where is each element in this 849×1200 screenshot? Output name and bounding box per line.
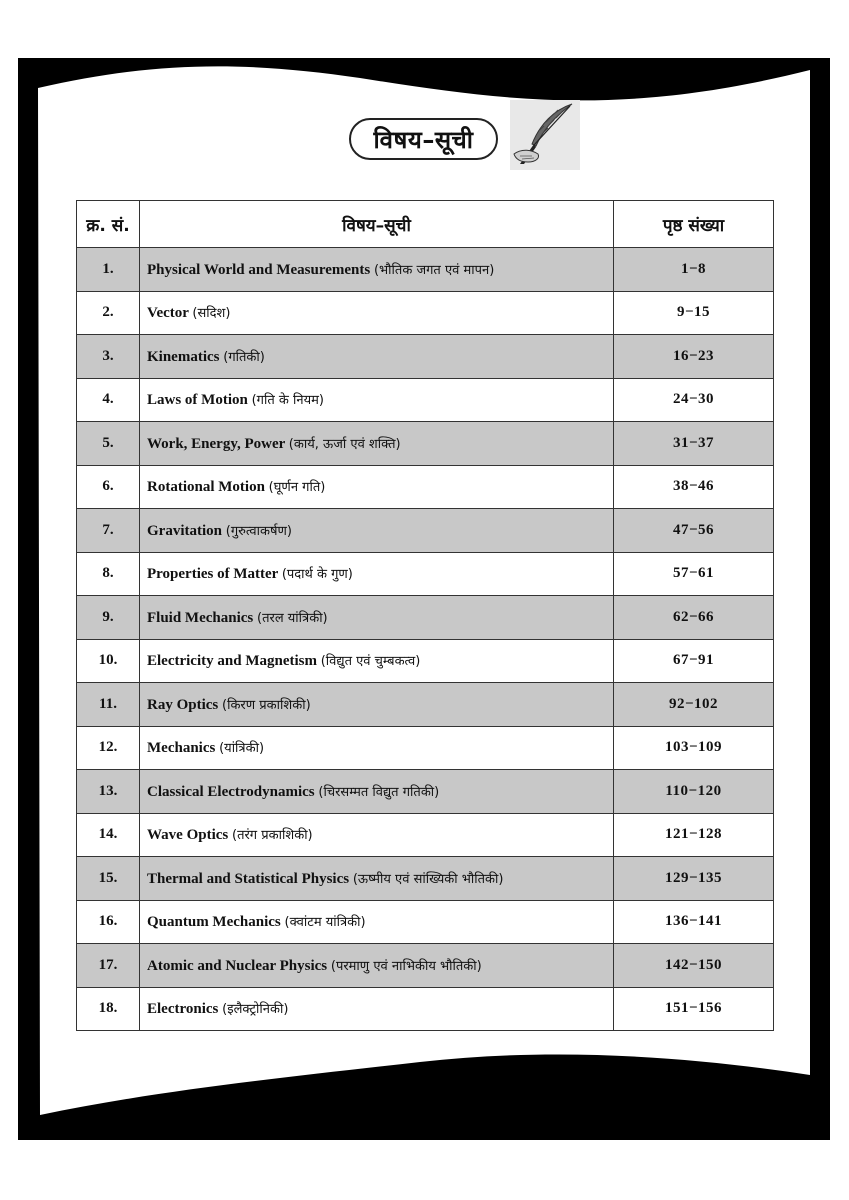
table-row	[77, 639, 774, 683]
topic-english: Thermal and Statistical Physics	[147, 870, 350, 887]
topic-hindi: (किरण प्रकाशिकी)	[222, 697, 311, 713]
row-number: 2.	[77, 291, 140, 335]
topic-english: Electronics	[147, 1001, 219, 1018]
row-number: 12.	[77, 726, 140, 770]
header-topic: विषय–सूची	[140, 201, 614, 248]
topic-hindi: (विद्युत एवं चुम्बकत्व)	[320, 654, 421, 670]
row-number: 8.	[77, 552, 140, 596]
topic-english: Ray Optics	[147, 696, 219, 713]
table-row	[77, 857, 774, 901]
topic-hindi: (सदिश)	[192, 306, 231, 322]
table-row	[77, 900, 774, 944]
table-of-contents	[76, 200, 774, 1031]
row-pages: 110−120	[614, 770, 774, 814]
topic-hindi: (ऊष्मीय एवं सांख्यिकी भौतिकी)	[352, 871, 504, 887]
table-row	[77, 726, 774, 770]
table-row	[77, 552, 774, 596]
row-pages: 151−156	[614, 987, 774, 1031]
topic-english: Mechanics	[147, 740, 216, 757]
row-number: 14.	[77, 813, 140, 857]
row-topic	[140, 422, 614, 466]
row-pages: 62−66	[614, 596, 774, 640]
topic-hindi: (तरंग प्रकाशिकी)	[232, 828, 313, 844]
topic-hindi: (चिरसम्मत विद्युत गतिकी)	[318, 784, 440, 800]
header-page-number: पृष्ठ संख्या	[614, 201, 774, 248]
row-number: 5.	[77, 422, 140, 466]
row-topic	[140, 770, 614, 814]
row-pages: 47−56	[614, 509, 774, 553]
row-topic	[140, 596, 614, 640]
row-number: 18.	[77, 987, 140, 1031]
table-header-row	[77, 201, 774, 248]
row-pages: 67−91	[614, 639, 774, 683]
topic-hindi: (कार्य, ऊर्जा एवं शक्ति)	[288, 436, 401, 452]
table-row	[77, 248, 774, 292]
topic-hindi: (इलैक्ट्रोनिकी)	[222, 1002, 289, 1018]
row-number: 13.	[77, 770, 140, 814]
topic-english: Wave Optics	[147, 827, 229, 844]
topic-hindi: (गतिकी)	[223, 349, 265, 365]
row-pages: 142−150	[614, 944, 774, 988]
row-topic	[140, 552, 614, 596]
row-topic	[140, 509, 614, 553]
row-pages: 16−23	[614, 335, 774, 379]
row-number: 7.	[77, 509, 140, 553]
table-row	[77, 944, 774, 988]
topic-hindi: (यांत्रिकी)	[219, 741, 265, 757]
topic-english: Work, Energy, Power	[147, 435, 286, 452]
page-title-badge	[349, 118, 498, 160]
topic-english: Electricity and Magnetism	[147, 653, 317, 670]
topic-english: Properties of Matter	[147, 566, 279, 583]
row-topic	[140, 378, 614, 422]
table-row	[77, 683, 774, 727]
row-pages: 92−102	[614, 683, 774, 727]
quill-pen-icon	[510, 100, 580, 170]
topic-english: Vector	[147, 305, 189, 322]
page-title: विषय–सूची	[373, 125, 474, 154]
topic-english: Fluid Mechanics	[147, 609, 254, 626]
row-number: 3.	[77, 335, 140, 379]
row-number: 16.	[77, 900, 140, 944]
row-topic	[140, 900, 614, 944]
row-topic	[140, 726, 614, 770]
table-row	[77, 813, 774, 857]
table-row	[77, 987, 774, 1031]
row-pages: 31−37	[614, 422, 774, 466]
row-topic	[140, 944, 614, 988]
row-number: 1.	[77, 248, 140, 292]
topic-english: Laws of Motion	[147, 392, 248, 409]
topic-hindi: (गुरुत्वाकर्षण)	[225, 523, 292, 539]
table-row	[77, 596, 774, 640]
row-number: 15.	[77, 857, 140, 901]
row-pages: 136−141	[614, 900, 774, 944]
row-topic	[140, 857, 614, 901]
table-row	[77, 291, 774, 335]
row-topic	[140, 683, 614, 727]
row-topic	[140, 465, 614, 509]
table-row	[77, 465, 774, 509]
row-pages: 9−15	[614, 291, 774, 335]
row-pages: 38−46	[614, 465, 774, 509]
row-number: 9.	[77, 596, 140, 640]
row-number: 6.	[77, 465, 140, 509]
table-row	[77, 335, 774, 379]
row-topic	[140, 813, 614, 857]
row-number: 17.	[77, 944, 140, 988]
row-pages: 129−135	[614, 857, 774, 901]
table-row	[77, 422, 774, 466]
row-pages: 1−8	[614, 248, 774, 292]
row-number: 11.	[77, 683, 140, 727]
table-body	[77, 248, 774, 1031]
row-topic	[140, 335, 614, 379]
row-pages: 103−109	[614, 726, 774, 770]
row-topic	[140, 291, 614, 335]
topic-english: Atomic and Nuclear Physics	[147, 957, 328, 974]
table-row	[77, 509, 774, 553]
row-pages: 24−30	[614, 378, 774, 422]
topic-english: Rotational Motion	[147, 479, 265, 496]
topic-english: Kinematics	[147, 348, 220, 365]
row-pages: 57−61	[614, 552, 774, 596]
topic-hindi: (पदार्थ के गुण)	[281, 567, 353, 583]
topic-hindi: (भौतिक जगत एवं मापन)	[373, 262, 495, 278]
topic-english: Quantum Mechanics	[147, 914, 281, 931]
header-serial-number: क्र. सं.	[77, 201, 140, 248]
row-pages: 121−128	[614, 813, 774, 857]
topic-hindi: (क्वांटम यांत्रिकी)	[284, 915, 366, 931]
row-number: 4.	[77, 378, 140, 422]
row-topic	[140, 248, 614, 292]
row-number: 10.	[77, 639, 140, 683]
topic-english: Physical World and Measurements	[147, 261, 371, 278]
topic-hindi: (परमाणु एवं नाभिकीय भौतिकी)	[330, 958, 482, 974]
table-row	[77, 770, 774, 814]
topic-hindi: (गति के नियम)	[251, 393, 324, 409]
topic-english: Gravitation	[147, 522, 222, 539]
topic-hindi: (घूर्णन गति)	[268, 480, 326, 496]
topic-english: Classical Electrodynamics	[147, 783, 315, 800]
topic-hindi: (तरल यांत्रिकी)	[257, 610, 328, 626]
row-topic	[140, 639, 614, 683]
row-topic	[140, 987, 614, 1031]
table-row	[77, 378, 774, 422]
